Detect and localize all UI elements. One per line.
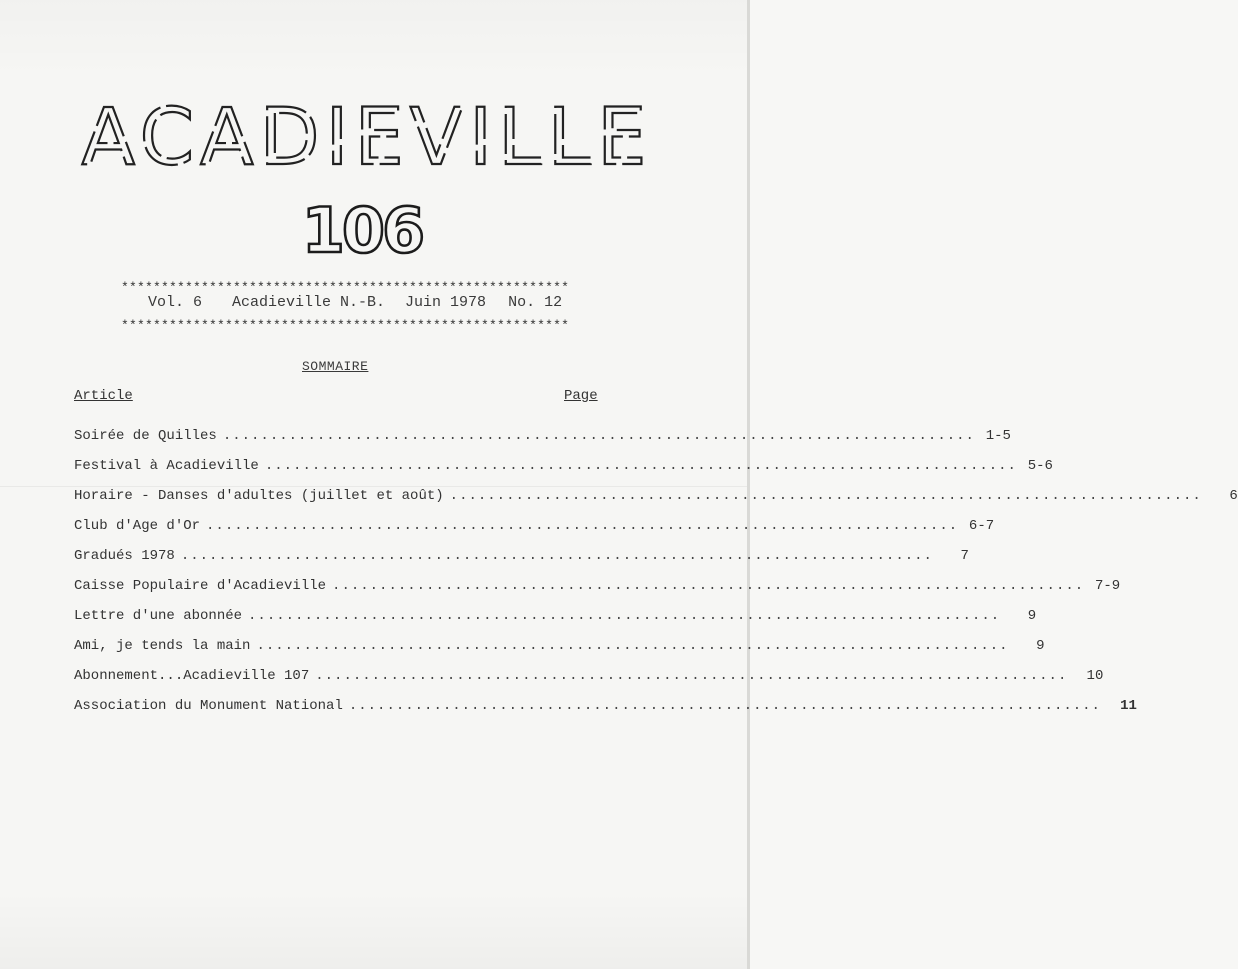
toc-entry: [74, 548, 969, 578]
toc-entry-title: Horaire - Danses d'adultes (juillet et août): [74, 488, 444, 504]
toc-leader-dots: ................................................................................: [315, 668, 1068, 684]
toc-entry-page: 7-9: [1094, 578, 1121, 594]
toc-entry-title: Gradués 1978: [74, 548, 175, 564]
issue-number: [296, 194, 428, 267]
toc-leader-dots: ................................................................................: [206, 518, 959, 534]
page-column-label: Page: [564, 388, 598, 404]
toc-entry-title: Festival à Acadieville: [74, 458, 259, 474]
toc-entry-page: 6: [1229, 488, 1238, 504]
article-column-label: Article: [74, 388, 133, 404]
toc-entry-page: 1-5: [985, 428, 1011, 444]
masthead-title: [81, 93, 653, 190]
volume: Vol. 6: [148, 294, 203, 311]
toc-leader-dots: ................................................................................: [449, 488, 1202, 504]
table-of-contents: [74, 428, 1238, 728]
star-rule-top: ********************************************************: [121, 280, 570, 295]
place: Acadieville N.-B.: [232, 294, 386, 311]
toc-entry: [74, 638, 1045, 668]
toc-entry-page: 6-7: [968, 518, 995, 534]
toc-entry: [74, 518, 995, 548]
toc-entry: [74, 578, 1121, 608]
issue-number-text: 106: [301, 194, 423, 267]
toc-leader-dots: ................................................................................: [180, 548, 933, 564]
toc-entry-page: 9: [1036, 638, 1045, 654]
toc-leader-dots: ................................................................................: [348, 698, 1101, 714]
toc-leader-dots: ................................................................................: [264, 458, 1017, 474]
toc-entry-page: 7: [960, 548, 969, 564]
toc-entry-page: 5-6: [1027, 458, 1053, 474]
toc-entry-title: Ami, je tends la main: [74, 638, 251, 654]
toc-leader-dots: ................................................................................: [256, 638, 1009, 654]
toc-entry-title: Association du Monument National: [74, 698, 343, 714]
toc-entry-title: Soirée de Quilles: [74, 428, 217, 444]
toc-entry: [74, 668, 1104, 698]
toc-entry-title: Caisse Populaire d'Acadieville: [74, 578, 327, 594]
issue-info: [148, 294, 588, 311]
issue-date: Juin 1978: [405, 294, 487, 311]
toc-entry-page: 10: [1086, 668, 1104, 684]
toc-entry-page: 11: [1120, 698, 1137, 714]
toc-entry: [74, 428, 1011, 458]
summary-heading: SOMMAIRE: [302, 359, 369, 374]
star-rule-bottom: ********************************************************: [121, 318, 570, 333]
toc-entry: [74, 608, 1037, 638]
toc-leader-dots: ................................................................................: [332, 578, 1085, 594]
toc-entry-title: Abonnement...Acadieville 107: [74, 668, 310, 684]
toc-entry-title: Lettre d'une abonnée: [74, 608, 243, 624]
toc-entry: [74, 488, 1238, 518]
toc-entry: [74, 458, 1053, 488]
toc-entry: [74, 698, 1137, 728]
toc-entry-page: 9: [1027, 608, 1037, 624]
toc-leader-dots: ................................................................................: [248, 608, 1001, 624]
toc-entry-title: Club d'Age d'Or: [74, 518, 201, 534]
toc-leader-dots: ................................................................................: [222, 428, 975, 444]
masthead-title-text: ACADIEVILLE: [81, 93, 653, 183]
masthead: [0, 90, 750, 290]
issue-no: No. 12: [508, 294, 563, 311]
